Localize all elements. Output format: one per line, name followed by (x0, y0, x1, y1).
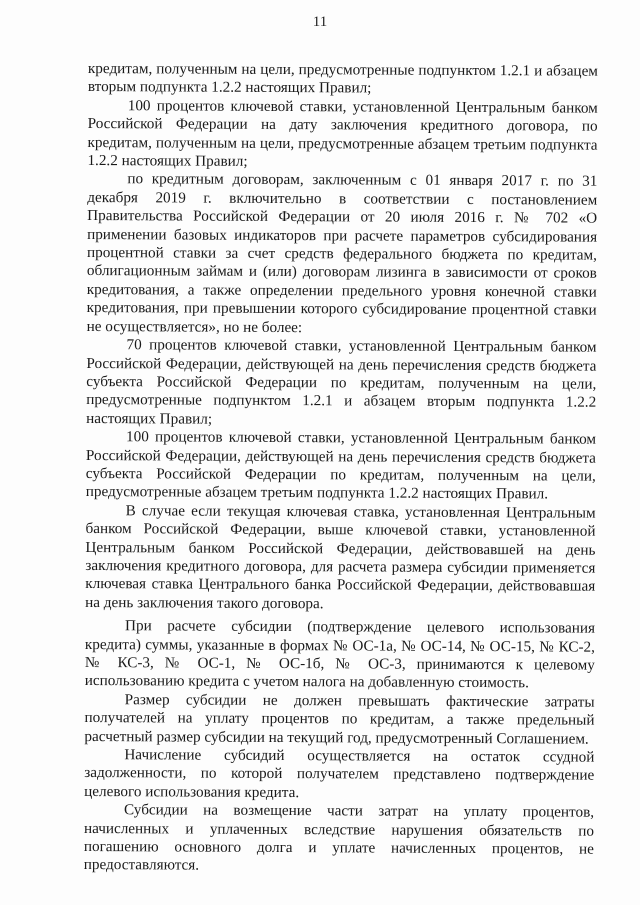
paragraph-9: Начисление субсидий осуществляется на остаток ссудной задолженности, по которой получателем представлено подтверждение целевого использования кредита. (84, 746, 595, 801)
page-number: 11 (312, 14, 328, 30)
paragraph-8: Размер субсидии не должен превышать фактические затраты получателей на уплату процентов по кредитам, а также предельный расчетный размер субсидии на текущий год, предусмотренный Соглашением. (84, 691, 595, 748)
paragraph-7: При расчете субсидии (подтверждение целевого использования кредита) суммы, указанные в формах № ОС-1а, № ОС-14, № ОС-15, № КС-2, № КС-3, № ОС-1, № ОС-1б, № ОС-3, принимаются к целевому использованию кредита с учетом налога на добавленную стоимость. (84, 617, 596, 692)
paragraph-10: Субсидии на возмещение части затрат на уплату процентов, начисленных и уплаченных вследствие нарушения обязательств по погашению основного долга и уплате начисленных процентов, не предоставляются. (83, 801, 595, 875)
paragraph-4: 70 процентов ключевой ставки, установленной Центральным банком Российской Федерации, действующей на день перечисления средств бюджета субъекта Российской Федерации по кредитам, полученным на цели, предусмотренные подпунктом 1.2.1 и абзацем вторым подпункта 1.2.2 настоящих Правил; (86, 336, 597, 428)
paragraph-1: кредитам, полученным на цели, предусмотренные подпунктом 1.2.1 и абзацем вторым подпункта 1.2.2 настоящих Правил; (87, 60, 598, 97)
paragraph-6: В случае если текущая ключевая ставка, установленная Центральным банком Российской Федерации, выше ключевой ставки, установленной Центральным банком Российской Федерации, действовавшей на день заключения кредитного договора, для расчета размера субсидии применяется ключевая ставка Центрального банка Российской Федерации, действовавшая на день заключения такого договора. (85, 501, 596, 613)
paragraph-3: по кредитным договорам, заключенным с 01 января 2017 г. по 31 декабря 2019 г. включительно в соответствии с постановлением Правительства Российской Федерации от 20 июля 2016 г. № 702 «О применении базовых индикаторов при расчете параметров субсидирования процентной ставки за счет средств федерального бюджета по кредитам, облигационным займам и (или) договорам лизинга в зависимости от сроков кредитования, а также определении предельного уровня конечной ставки кредитования, при превышении которого субсидирование процентной ставки не осуществляется», но не более: (86, 170, 598, 336)
paragraph-5: 100 процентов ключевой ставки, установленной Центральным банком Российской Федерации, действующей на день перечисления средств бюджета субъекта Российской Федерации по кредитам, полученным на цели, предусмотренные абзацем третьим подпункта 1.2.2 настоящих Правил. (85, 428, 597, 503)
paragraph-2: 100 процентов ключевой ставки, установленной Центральным банком Российской Федерации на дату заключения кредитного договора, по кредитам, полученным на цели, предусмотренные абзацем третьим подпункта 1.2.2 настоящих Правил; (87, 97, 598, 170)
document-body (84, 60, 598, 878)
